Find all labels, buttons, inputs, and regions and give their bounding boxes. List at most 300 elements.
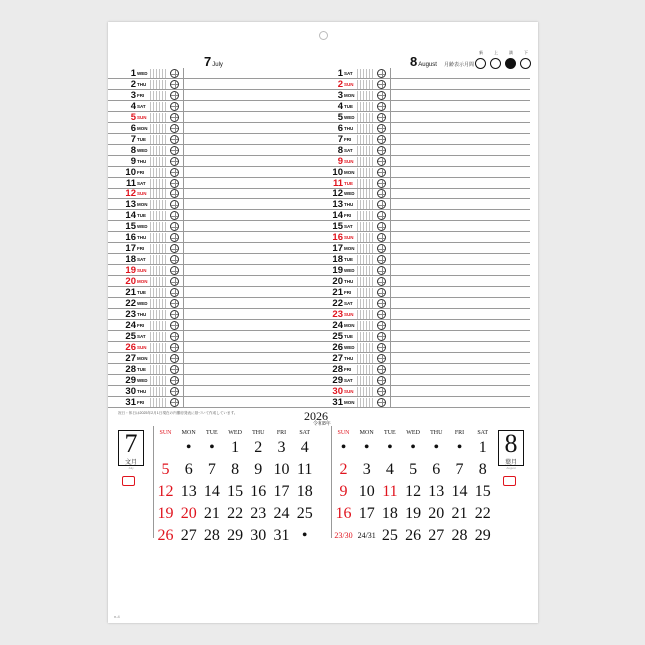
day-small-print xyxy=(357,321,374,330)
day-row xyxy=(315,353,530,364)
moon-circle-icon xyxy=(170,102,179,111)
day-row xyxy=(315,298,530,309)
calendar-date-cell xyxy=(471,483,494,506)
page-number: n-4 xyxy=(114,614,120,619)
day-weekday: MON xyxy=(344,92,355,98)
date-value: 26 xyxy=(405,527,422,544)
calendar-date-cell xyxy=(402,461,425,484)
date-value: 23/30 xyxy=(334,531,353,540)
calendar-date-cell xyxy=(224,505,247,528)
day-weekday: SUN xyxy=(137,114,147,120)
moon-circle-icon xyxy=(377,168,386,177)
day-small-print xyxy=(357,168,374,177)
date-value: 28 xyxy=(203,527,220,544)
moon-phase-label: 月齢表示月間 xyxy=(444,62,475,68)
day-small-print xyxy=(357,343,374,352)
date-value: 29 xyxy=(227,527,244,544)
moon-circle-icon xyxy=(377,179,386,188)
day-number: 22 xyxy=(125,297,136,309)
day-weekday: SUN xyxy=(344,311,354,317)
moon-circle-icon xyxy=(170,179,179,188)
day-number: 19 xyxy=(125,265,136,277)
day-weekday: SUN xyxy=(137,191,147,197)
calendar-date-cell xyxy=(402,483,425,506)
day-small-print xyxy=(150,168,167,177)
calendar-date-cell xyxy=(154,439,177,462)
day-small-print xyxy=(150,376,167,385)
day-row xyxy=(315,123,530,134)
date-value: 11 xyxy=(382,483,398,500)
day-row xyxy=(315,221,530,232)
japanese-era-year: 令和8年 xyxy=(313,421,331,427)
calendar-date-cell xyxy=(332,461,355,484)
moon-circle-icon xyxy=(170,124,179,133)
calendar-date-cell xyxy=(154,483,177,506)
day-weekday: WED xyxy=(137,71,148,76)
day-small-print xyxy=(357,200,374,209)
day-small-print xyxy=(150,222,167,231)
moon-circle-icon xyxy=(170,135,179,144)
moon-circle-icon xyxy=(377,332,386,341)
day-small-print xyxy=(150,255,167,264)
day-small-print xyxy=(150,124,167,133)
moon-circle-icon xyxy=(170,113,179,122)
day-row xyxy=(315,243,530,254)
date-value: 18 xyxy=(381,505,398,522)
day-row xyxy=(315,90,530,101)
left-month-heading xyxy=(204,54,223,69)
day-row xyxy=(108,68,323,79)
date-value: 19 xyxy=(405,505,422,522)
calendar-date-cell xyxy=(448,505,471,528)
day-row xyxy=(315,199,530,210)
moon-circle-icon xyxy=(377,321,386,330)
day-number: 18 xyxy=(332,254,343,266)
date-value: 24 xyxy=(273,505,290,522)
moon-circle-icon xyxy=(170,354,179,363)
day-row xyxy=(108,254,323,265)
calendar-date-cell xyxy=(378,505,401,528)
august-box-sub: August xyxy=(506,466,516,470)
moon-circle-icon xyxy=(170,80,179,89)
moon-circle-icon xyxy=(377,343,386,352)
day-weekday: MON xyxy=(137,202,148,208)
july-mini-calendar xyxy=(154,428,318,544)
day-small-print xyxy=(357,332,374,341)
day-row xyxy=(108,364,323,375)
day-row xyxy=(315,178,530,189)
date-value: 4 xyxy=(300,439,309,456)
day-row xyxy=(108,188,323,199)
august-month-box xyxy=(498,429,524,470)
calendar-date-cell xyxy=(402,439,425,462)
day-weekday: TUE xyxy=(344,103,353,109)
day-number: 1 xyxy=(130,68,136,79)
date-value: • xyxy=(185,439,192,456)
day-row xyxy=(315,276,530,287)
day-small-print xyxy=(150,157,167,166)
day-weekday: SUN xyxy=(344,388,354,394)
day-weekday: THU xyxy=(344,355,354,361)
calendar-date-cell xyxy=(200,461,223,484)
calendar-date-cell xyxy=(425,483,448,506)
moon-circle-icon xyxy=(377,266,386,275)
day-number: 10 xyxy=(332,166,343,178)
day-row xyxy=(315,145,530,156)
moon-circle-icon xyxy=(377,200,386,209)
date-value: 30 xyxy=(250,527,267,544)
day-number: 20 xyxy=(125,276,136,288)
day-small-print xyxy=(150,387,167,396)
day-weekday: FRI xyxy=(137,169,145,175)
calendar-date-cell xyxy=(293,527,316,550)
date-value: • xyxy=(340,439,347,456)
day-weekday: SUN xyxy=(137,344,147,350)
day-small-print xyxy=(150,135,167,144)
day-weekday: MON xyxy=(344,169,355,175)
calendar-date-cell xyxy=(332,439,355,462)
moon-circle-icon xyxy=(170,189,179,198)
weekday-header: FRI xyxy=(454,430,465,436)
date-value: 3 xyxy=(362,461,371,478)
day-small-print xyxy=(357,288,374,297)
day-small-print xyxy=(357,124,374,133)
day-number: 5 xyxy=(130,111,136,123)
july-month-box xyxy=(118,429,144,470)
day-small-print xyxy=(150,200,167,209)
day-row xyxy=(315,397,530,408)
date-value: 8 xyxy=(231,461,240,478)
day-small-print xyxy=(357,277,374,286)
date-value: 1 xyxy=(231,439,240,456)
day-number: 6 xyxy=(337,122,343,134)
day-weekday: SAT xyxy=(137,180,146,186)
moon-circle-icon xyxy=(377,69,386,78)
date-value: 16 xyxy=(250,483,267,500)
day-number: 21 xyxy=(125,287,136,298)
date-value: 25 xyxy=(381,527,398,544)
july-box-kanji: 文月 xyxy=(124,460,137,466)
day-small-print xyxy=(150,113,167,122)
moon-circle-icon xyxy=(170,321,179,330)
moon-circle-icon xyxy=(170,69,179,78)
moon-circle-icon xyxy=(377,146,386,155)
moon-circle-icon xyxy=(377,288,386,297)
day-weekday: TUE xyxy=(344,333,353,339)
day-weekday: MON xyxy=(137,279,148,285)
date-value: 26 xyxy=(157,527,174,544)
day-row xyxy=(108,145,323,156)
day-row xyxy=(108,386,323,397)
day-number: 16 xyxy=(332,232,343,244)
day-small-print xyxy=(357,135,374,144)
day-small-print xyxy=(357,211,374,220)
day-row xyxy=(315,232,530,243)
day-small-print xyxy=(150,189,167,198)
day-weekday: SUN xyxy=(344,235,354,241)
calendar-date-cell xyxy=(425,527,448,550)
day-weekday: SAT xyxy=(137,333,146,339)
calendar-date-cell xyxy=(247,527,270,550)
day-small-print xyxy=(150,244,167,253)
date-value: 20 xyxy=(428,505,445,522)
day-row xyxy=(315,375,530,386)
day-small-print xyxy=(150,91,167,100)
day-number: 11 xyxy=(332,177,343,189)
date-value: 9 xyxy=(339,483,348,500)
day-small-print xyxy=(357,69,374,78)
date-value: 17 xyxy=(273,483,290,500)
day-small-print xyxy=(357,398,374,407)
moon-phase-name: 満 xyxy=(509,50,513,55)
day-number: 16 xyxy=(125,232,136,244)
day-number: 3 xyxy=(130,89,136,101)
moon-circle-icon xyxy=(170,266,179,275)
day-small-print xyxy=(150,102,167,111)
left-month-number: 7 xyxy=(204,54,212,69)
moon-circle-icon xyxy=(170,244,179,253)
calendar-date-cell xyxy=(177,461,200,484)
right-month-name: August xyxy=(418,62,437,68)
day-row xyxy=(315,320,530,331)
day-row xyxy=(315,134,530,145)
day-small-print xyxy=(150,310,167,319)
day-row xyxy=(108,309,323,320)
calendar-date-cell xyxy=(425,505,448,528)
date-value: 15 xyxy=(474,483,491,500)
day-small-print xyxy=(150,343,167,352)
date-value: • xyxy=(456,439,463,456)
moon-circle-icon xyxy=(377,310,386,319)
date-value: 4 xyxy=(385,461,394,478)
moon-circle-icon xyxy=(170,91,179,100)
day-number: 3 xyxy=(337,89,343,101)
day-row xyxy=(108,331,323,342)
day-weekday: FRI xyxy=(137,246,145,252)
calendar-date-cell xyxy=(355,483,378,506)
calendar-date-cell xyxy=(471,439,494,462)
day-row xyxy=(108,199,323,210)
moon-circle-icon xyxy=(377,80,386,89)
day-weekday: WED xyxy=(137,224,148,230)
day-row xyxy=(108,342,323,353)
date-value: 2 xyxy=(339,461,348,478)
july-box-number: 7 xyxy=(124,429,138,458)
right-month-number: 8 xyxy=(410,54,418,69)
date-value: 18 xyxy=(296,483,313,500)
day-weekday: SAT xyxy=(137,103,146,109)
holiday-note: 祝日・休日は2025年2月1日現在の内閣府発表に基づいて作成しています。 xyxy=(118,411,238,415)
calendar-date-cell xyxy=(177,483,200,506)
weekday-header: MON xyxy=(181,430,196,436)
day-weekday: SAT xyxy=(137,257,146,263)
calendar-date-cell xyxy=(177,505,200,528)
day-row xyxy=(315,254,530,265)
july-stamp-icon xyxy=(122,476,135,486)
day-small-print xyxy=(357,354,374,363)
day-row xyxy=(108,353,323,364)
day-row xyxy=(108,287,323,298)
day-row xyxy=(108,156,323,167)
weekday-header: SAT xyxy=(477,430,489,436)
day-row xyxy=(108,210,323,221)
day-number: 11 xyxy=(125,177,136,189)
calendar-date-cell xyxy=(448,461,471,484)
calendar-date-cell xyxy=(355,527,378,550)
calendar-date-cell xyxy=(270,461,293,484)
calendar-date-cell xyxy=(154,461,177,484)
calendar-date-cell xyxy=(448,527,471,550)
weekday-header: TUE xyxy=(384,430,396,436)
day-number: 28 xyxy=(332,363,343,375)
day-row xyxy=(108,79,323,90)
calendar-date-cell xyxy=(247,439,270,462)
date-value: 2 xyxy=(254,439,263,456)
day-weekday: TUE xyxy=(137,136,146,142)
day-weekday: FRI xyxy=(137,399,145,405)
day-row xyxy=(315,188,530,199)
date-value: 10 xyxy=(358,483,375,500)
day-small-print xyxy=(150,332,167,341)
day-small-print xyxy=(357,266,374,275)
day-small-print xyxy=(357,91,374,100)
day-number: 13 xyxy=(332,199,343,211)
day-number: 29 xyxy=(125,374,136,386)
calendar-date-cell xyxy=(270,505,293,528)
calendar-date-cell xyxy=(378,483,401,506)
day-number: 27 xyxy=(332,352,343,364)
calendar-date-cell xyxy=(224,483,247,506)
moon-circle-icon xyxy=(377,299,386,308)
day-number: 6 xyxy=(130,122,136,134)
day-small-print xyxy=(150,288,167,297)
day-number: 15 xyxy=(332,221,343,233)
day-row xyxy=(315,101,530,112)
day-number: 1 xyxy=(337,68,343,79)
moon-circle-icon xyxy=(377,354,386,363)
day-weekday: SUN xyxy=(137,268,147,274)
day-small-print xyxy=(150,80,167,89)
day-row xyxy=(108,276,323,287)
date-value: • xyxy=(410,439,416,456)
date-value: 28 xyxy=(451,527,468,544)
day-number: 29 xyxy=(332,374,343,386)
august-stamp-icon xyxy=(503,476,516,486)
day-row xyxy=(315,265,530,276)
day-number: 25 xyxy=(332,330,343,342)
day-weekday: TUE xyxy=(344,180,353,186)
left-month-name: July xyxy=(212,62,223,68)
calendar-date-cell xyxy=(355,461,378,484)
day-small-print xyxy=(150,365,167,374)
moon-circle-icon xyxy=(170,288,179,297)
date-value: 23 xyxy=(250,505,267,522)
day-row xyxy=(108,167,323,178)
day-small-print xyxy=(150,233,167,242)
date-value: 24/31 xyxy=(357,531,376,540)
date-value: • xyxy=(433,439,440,456)
day-number: 15 xyxy=(125,221,136,233)
calendar-date-cell xyxy=(247,505,270,528)
moon-circle-icon xyxy=(170,376,179,385)
day-row xyxy=(315,386,530,397)
day-weekday: FRI xyxy=(344,136,352,142)
calendar-date-cell xyxy=(224,527,247,550)
day-weekday: WED xyxy=(137,377,148,383)
date-value: 22 xyxy=(474,505,491,522)
day-number: 23 xyxy=(125,308,136,320)
day-weekday: THU xyxy=(344,202,354,208)
july-box-sub: July xyxy=(128,466,134,470)
day-row xyxy=(108,178,323,189)
day-weekday: WED xyxy=(137,147,148,153)
moon-circle-icon xyxy=(170,387,179,396)
weekday-header: SAT xyxy=(299,430,311,436)
date-value: 5 xyxy=(161,461,170,478)
day-small-print xyxy=(357,113,374,122)
moon-circle-icon xyxy=(377,222,386,231)
date-value: 7 xyxy=(207,461,216,478)
day-small-print xyxy=(357,255,374,264)
date-value: 1 xyxy=(478,439,487,456)
moon-circle-icon xyxy=(170,277,179,286)
moon-circle-icon xyxy=(377,365,386,374)
day-number: 9 xyxy=(130,155,136,167)
moon-circle-icon xyxy=(377,387,386,396)
date-value: 7 xyxy=(455,461,464,478)
calendar-date-cell xyxy=(177,439,200,462)
moon-circle-icon xyxy=(170,255,179,264)
day-number: 26 xyxy=(125,341,136,353)
column-divider xyxy=(390,68,391,407)
calendar-date-cell xyxy=(270,527,293,550)
calendar-date-cell xyxy=(293,505,316,528)
calendar-date-cell xyxy=(332,483,355,506)
date-value: 8 xyxy=(478,461,487,478)
day-weekday: TUE xyxy=(344,257,353,263)
day-number: 18 xyxy=(125,254,136,266)
day-weekday: SAT xyxy=(344,71,353,76)
day-weekday: WED xyxy=(137,300,148,306)
day-weekday: THU xyxy=(137,158,147,164)
moon-circle-icon xyxy=(170,157,179,166)
date-value: 13 xyxy=(428,483,445,500)
day-number: 28 xyxy=(125,363,136,375)
day-number: 24 xyxy=(332,319,343,331)
day-small-print xyxy=(150,277,167,286)
date-value: 13 xyxy=(180,483,197,500)
hanging-hole xyxy=(319,31,328,40)
day-weekday: TUE xyxy=(137,213,146,219)
day-weekday: THU xyxy=(344,125,354,131)
right-month-heading xyxy=(410,54,437,69)
day-number: 19 xyxy=(332,265,343,277)
date-value: 17 xyxy=(358,505,375,522)
date-value: • xyxy=(363,439,370,456)
moon-circle-icon xyxy=(377,255,386,264)
date-value: 6 xyxy=(432,461,441,478)
day-row xyxy=(315,112,530,123)
date-value: 20 xyxy=(180,505,197,522)
moon-circle-icon xyxy=(377,398,386,407)
day-number: 2 xyxy=(130,78,136,90)
date-value: • xyxy=(209,439,215,456)
weekday-header: WED xyxy=(406,430,420,436)
day-weekday: MON xyxy=(344,399,355,405)
calendar-date-cell xyxy=(378,461,401,484)
date-value: 19 xyxy=(157,505,174,522)
moon-circle-icon xyxy=(170,168,179,177)
